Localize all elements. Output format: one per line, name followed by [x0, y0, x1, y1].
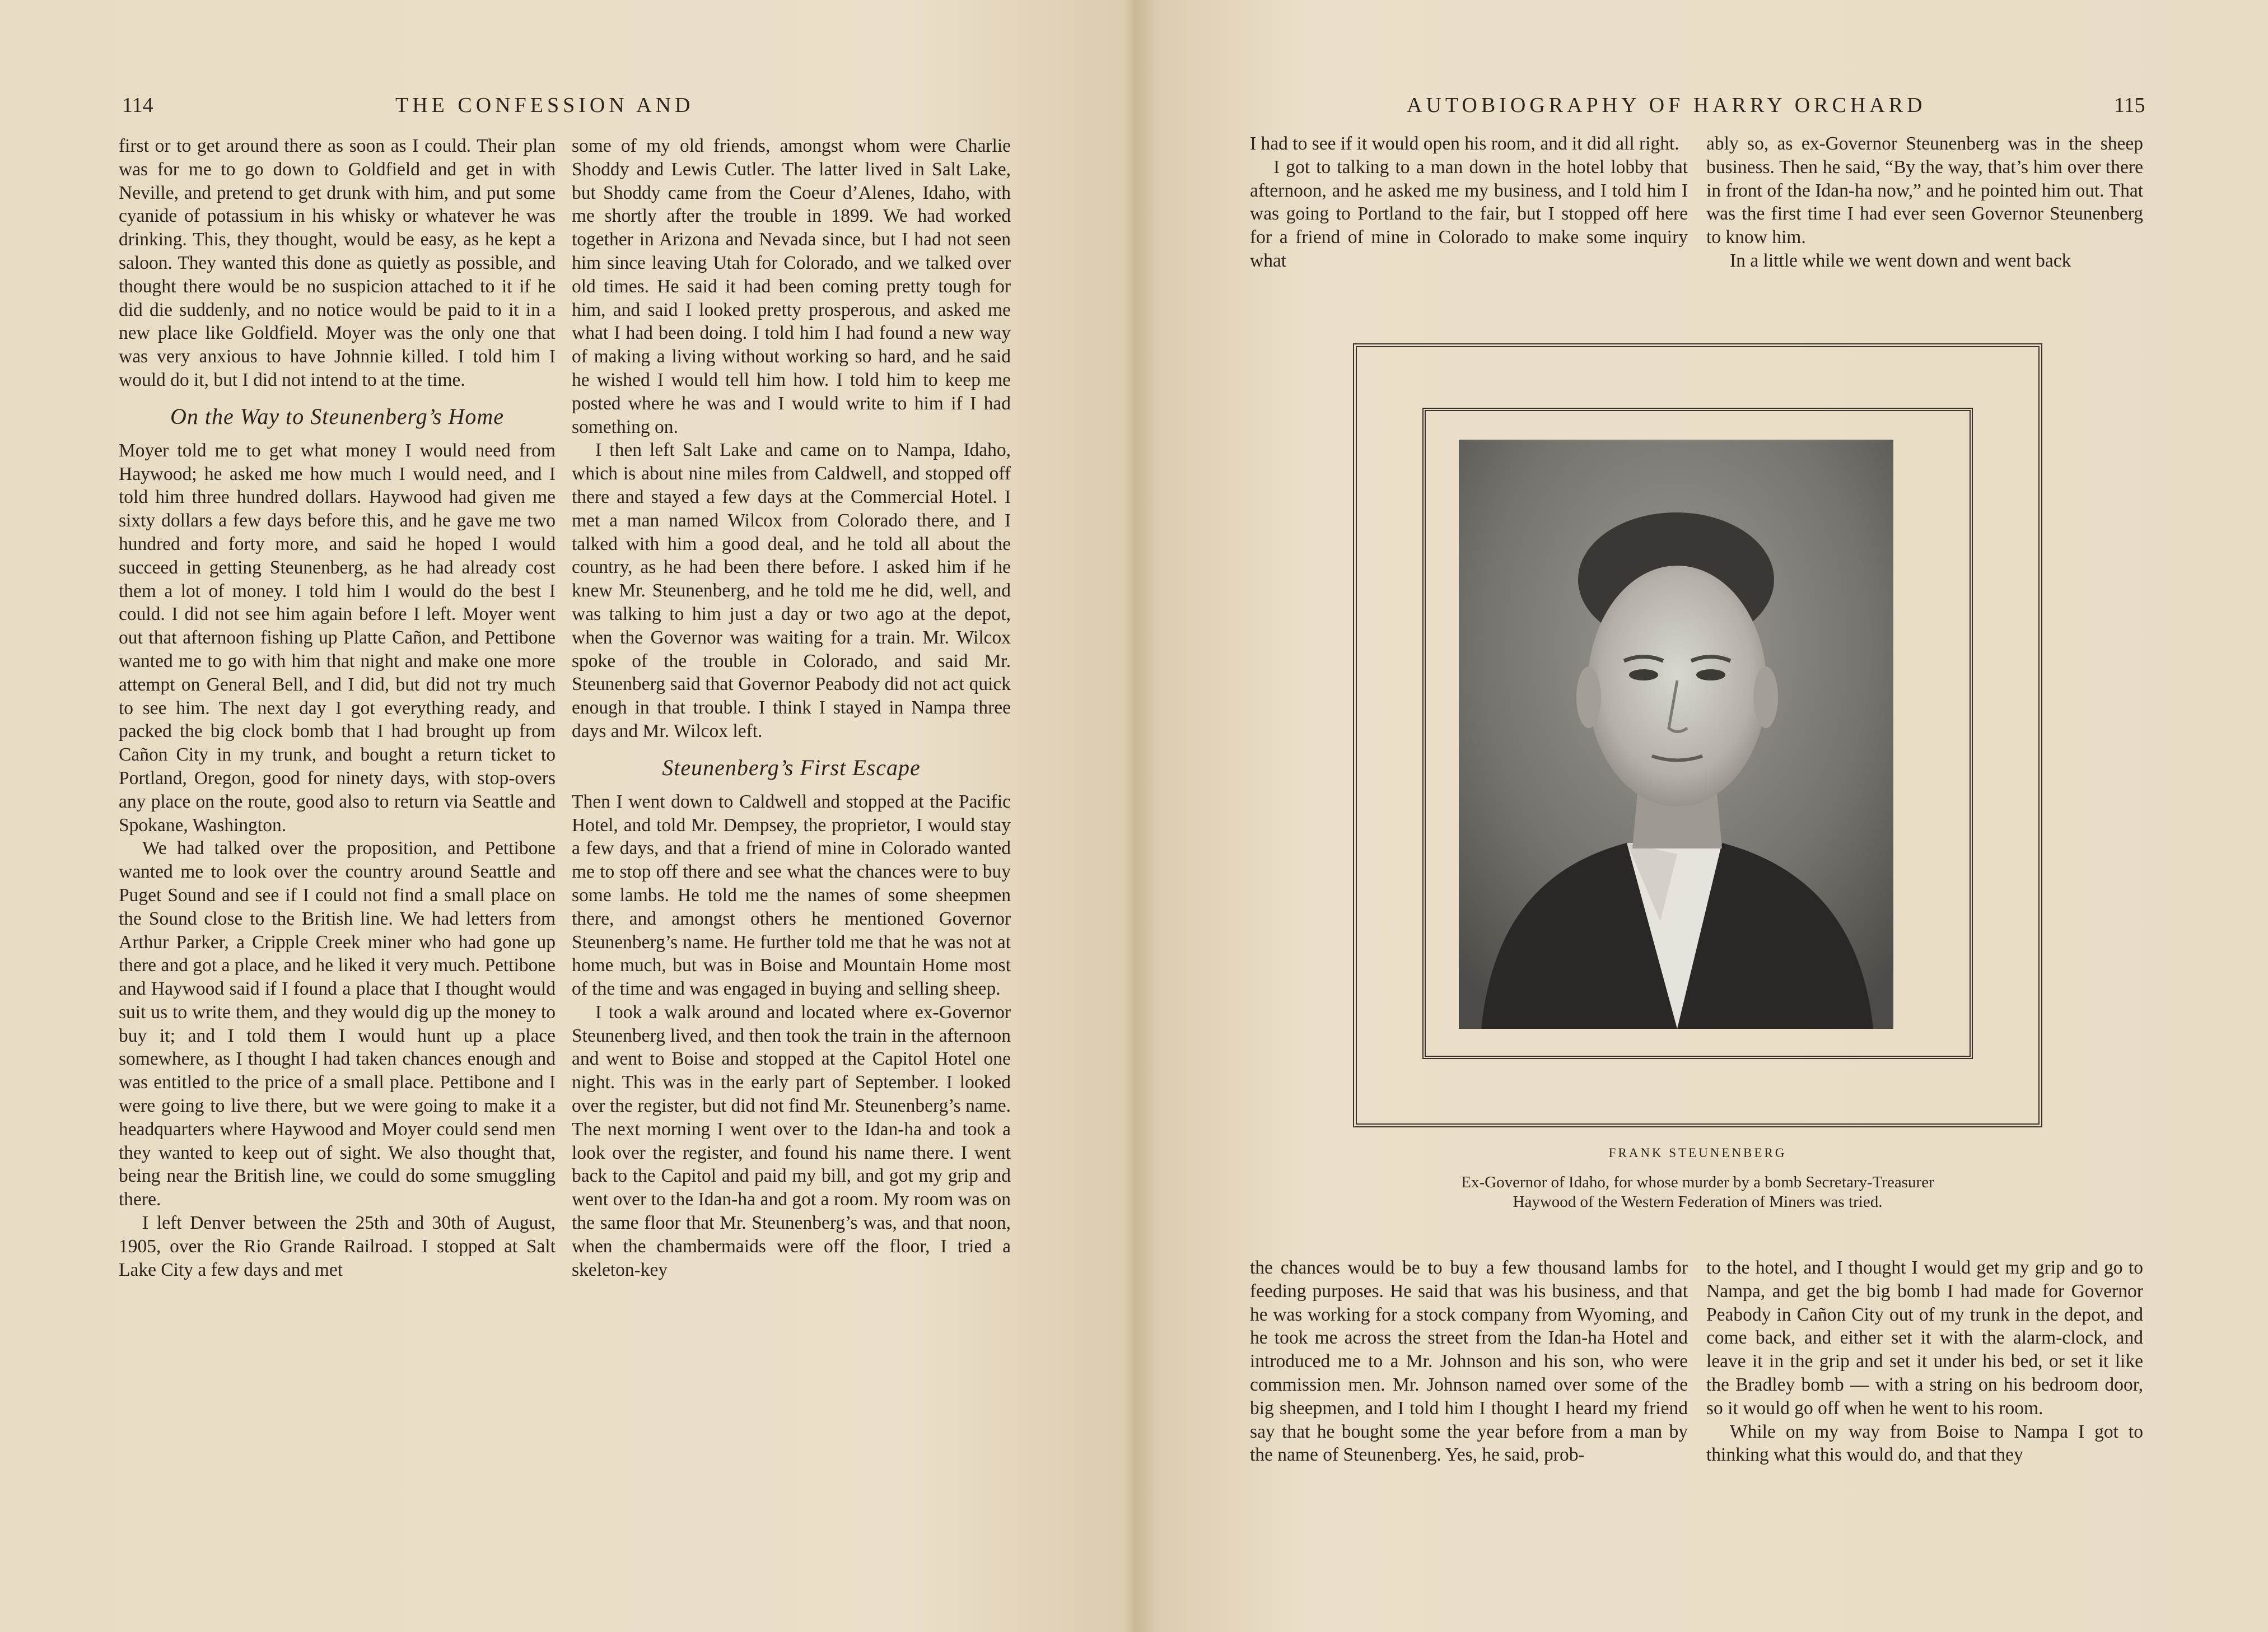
- caption-line: Haywood of the Western Federation of Miners was tried.: [1513, 1193, 1883, 1211]
- paragraph: I left Denver between the 25th and 30th of August, 1905, over the Rio Grande Railroad. I stopped at Salt Lake City a few days and met: [119, 1213, 556, 1280]
- portrait-photo: [1459, 440, 1893, 1029]
- paragraph: the chances would be to buy a few thousand lambs for feeding purposes. He said that was his business, and that he was working for a stock company from Wyoming, and he took me across the street from the Idan-ha Hotel and introduced me to a Mr. Johnson and his son, who were commission men. Mr. Johnson named over some of the big sheepmen, and I told him I thought I heard my friend say that he bought some the year before from a man by the name of Steunenberg. Yes, he said, prob-: [1250, 1257, 1688, 1466]
- paragraph: I took a walk around and located where ex-Governor Steunenberg lived, and then took the train in the afternoon and went to Boise and stopped at the Capitol Hotel one night. This was in the early part of September. I looked over the register, but did not find Mr. Steunenberg’s name. The next morning I went over to the Idan-ha and took a look over the register, and found his name there. I went back to the Capitol and paid my bill, and got my grip and went over to the Idan-ha and got a room. My room was on the same floor that Mr. Steunenberg’s was, and that noon, when the chambermaids were off the floor, I tried a skeleton-key: [572, 1001, 1011, 1280]
- figure-caption: [1353, 1173, 2042, 1212]
- right-bottom-column-1: [1250, 1256, 1688, 1467]
- paragraph: ably so, as ex-Governor Steunenberg was in the sheep business. Then he said, “By the way, that’s him over there in front of the Idan-ha now,” and he pointed him out. That was the first time I had ever seen Governor Steunenberg to know him.: [1706, 133, 2143, 248]
- right-top-column-1: [1250, 132, 1688, 273]
- section-heading: On the Way to Steunenberg’s Home: [170, 403, 504, 429]
- right-top-column-2: [1706, 132, 2143, 273]
- paragraph: In a little while we went down and went back: [1730, 250, 2071, 271]
- paragraph: first or to get around there as soon as I could. Their plan was for me to go down to Goldfield and get in with Neville, and pretend to get drunk with him, and put some cyanide of potassium in his whisky or whatever he was drinking. This, they thought, would be easy, as he kept a saloon. They wanted this done as quietly as possible, and thought there would be no suspicion attached to it if he did die suddenly, and no notice would be paid to it in a new place like Goldfield. Moyer was the only one that was very anxious to have Johnnie killed. I told him I would do it, but I did not intend to at the time.: [119, 136, 556, 390]
- left-column-2: [572, 134, 1011, 1281]
- figure-caption-name: FRANK STEUNENBERG: [1608, 1146, 1787, 1160]
- paragraph: I then left Salt Lake and came on to Nampa, Idaho, which is about nine miles from Caldwell, and stopped off there and stayed a few days at the Commercial Hotel. I met a man named Wilcox from Colorado there, and I talked with him a good deal, and he told all about the country, as he had been there before. I asked him if he knew Mr. Steunenberg, and he told me he did, well, and was talking to him just a day or two ago at the depot, when the Governor was waiting for a train. Mr. Wilcox spoke of the trouble in Colorado, and said Mr. Steunenberg said that Governor Peabody did not act quick enough in that trouble. I think I stayed in Nampa three days and Mr. Wilcox left.: [572, 440, 1011, 742]
- paragraph: Moyer told me to get what money I would need from Haywood; he asked me how much I would need, and I told him three hundred dollars. Haywood had given me sixty dollars a few days before this, and he gave me two hundred and forty more, and said he hoped I would succeed in getting Steunenberg, as he had already cost them a lot of money. I told him I would do the best I could. I did not see him again before I left. Moyer went out that afternoon fishing up Platte Cañon, and Pettibone wanted me to go with him that night and make one more attempt on General Bell, and I did, but did not try much to see him. The next day I got everything ready, and packed the big clock bomb that I had brought up from Cañon City in my trunk, and bought a return ticket to Portland, Oregon, good for ninety days, with stop-overs any place on the route, good also to return via Seattle and Spokane, Washington.: [119, 440, 556, 836]
- running-head-right: AUTOBIOGRAPHY OF HARRY ORCHARD: [1407, 94, 1926, 117]
- portrait-illustration: [1459, 440, 1893, 1029]
- right-bottom-column-2: [1706, 1256, 2143, 1467]
- paragraph: to the hotel, and I thought I would get my grip and go to Nampa, and get the big bomb I had made for Governor Peabody in Cañon City out of my trunk in the depot, and come back, and either set it with the alarm-clock, and leave it in the grip and set it under his bed, or set it like the Bradley bomb — with a string on his bedroom door, so it would go off when he went to his room.: [1706, 1257, 2143, 1419]
- section-heading: Steunenberg’s First Escape: [662, 754, 921, 780]
- paragraph: I got to talking to a man down in the hotel lobby that afternoon, and he asked me my business, and I told him I was going to Portland to the fair, but I stopped off here for a friend of mine in Colorado to make some inquiry what: [1250, 156, 1688, 271]
- paragraph: We had talked over the proposition, and Pettibone wanted me to look over the country around Seattle and Puget Sound and see if I could not find a small place on the Sound close to the British line. We had letters from Arthur Parker, a Cripple Creek miner who had gone up there and got a place, and he liked it very much. Pettibone and Haywood said if I found a place that I thought would suit us to write them, and they would dig up the money to buy it; and I told them I would hunt up a place somewhere, as I thought I had taken chances enough and was entitled to the price of a small place. Pettibone and I were going to live there, but we were going to make it a headquarters where Haywood and Moyer could send men they wanted to keep out of sight. We also thought that, being near the British line, we could do some smuggling there.: [119, 838, 556, 1210]
- paragraph: some of my old friends, amongst whom were Charlie Shoddy and Lewis Cutler. The latter lived in Salt Lake, but Shoddy came from the Coeur d’Alenes, Idaho, with me shortly after the trouble in 1899. We had worked together in Arizona and Nevada since, but I had not seen him since leaving Utah for Colorado, and we talked over old times. He said it had been coming pretty tough for him, and said I looked pretty prosperous, and asked me what I had been doing. I told him I had found a new way of making a living without working so hard, and he said he wished I would tell him how. I told him to keep me posted where he was and I would write to him if I had something on.: [572, 136, 1011, 437]
- paragraph: Then I went down to Caldwell and stopped at the Pacific Hotel, and told Mr. Dempsey, the proprietor, I would stay a few days, and that a friend of mine in Colorado wanted me to stop off there and see what the chances were to buy some lambs. He told me the names of some sheepmen there, and amongst others he mentioned Governor Steunenberg’s name. He further told me that he was not at home much, but was in Boise and Mountain Home most of the time and was engaged in buying and selling sheep.: [572, 791, 1011, 1000]
- paragraph: While on my way from Boise to Nampa I got to thinking what this would do, and that they: [1706, 1421, 2143, 1466]
- caption-line: Ex-Governor of Idaho, for whose murder by a bomb Secretary-Treasurer: [1461, 1173, 1934, 1191]
- left-column-1: [119, 134, 556, 1281]
- page-number-left: 114: [122, 94, 153, 117]
- running-head-left: THE CONFESSION AND: [395, 94, 694, 117]
- paragraph: I had to see if it would open his room, and it did all right.: [1250, 133, 1679, 154]
- page-number-right: 115: [2114, 94, 2145, 117]
